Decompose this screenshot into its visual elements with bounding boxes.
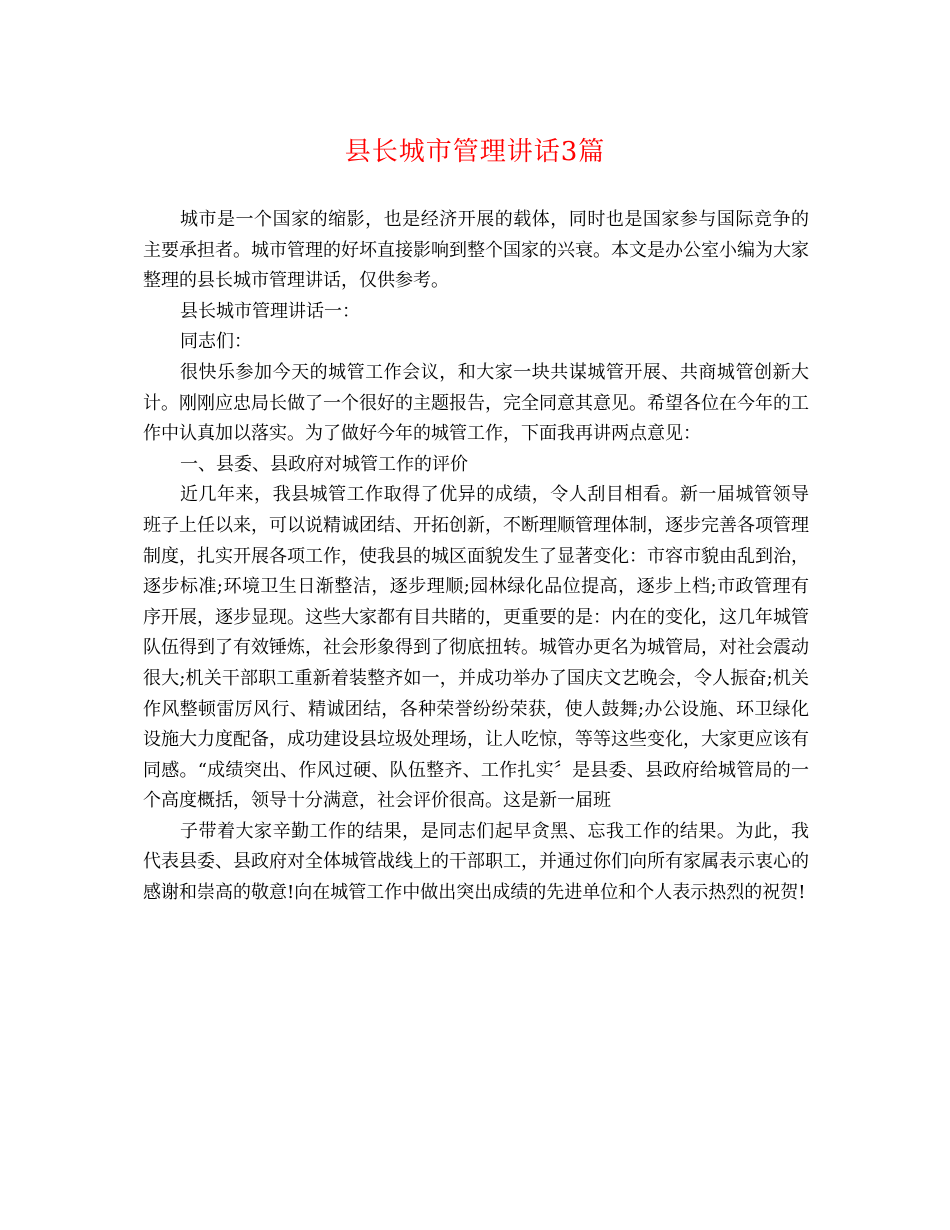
document-body [143, 205, 809, 909]
document-title: 县长城市管理讲话3篇 [344, 137, 606, 167]
paragraph-thanks: 子带着大家辛勤工作的结果，是同志们起早贪黑、忘我工作的结果。为此，我代表县委、县政府对全体城管战线上的干部职工，并通过你们向所有家属表示衷心的感谢和崇高的敬意!向在城管工作中做出突出成绩的先进单位和个人表示热烈的祝贺! [143, 820, 809, 904]
paragraph-speech-one-heading: 县长城市管理讲话一： [180, 300, 360, 322]
paragraph-achievements: 近几年来，我县城管工作取得了优异的成绩，令人刮目相看。新一届城管领导班子上任以来，可以说精诚团结、开拓创新，不断理顺管理体制，逐步完善各项管理制度，扎实开展各项工作，使我县的城区面貌发生了显著变化：市容市貌由乱到治，逐步标准;环境卫生日渐整洁，逐步理顺;园林绿化品位提高，逐步上档;市政管理有序开展，逐步显现。这些大家都有目共睹的，更重要的是：内在的变化，这几年城管队伍得到了有效锤炼，社会形象得到了彻底扭转。城管办更名为城管局，对社会震动很大;机关干部职工重新着装整齐如一，并成功举办了国庆文艺晚会，令人振奋;机关作风整顿雷厉风行、精诚团结，各种荣誉纷纷荣获，使人鼓舞;办公设施、环卫绿化设施大力度配备，成功建设县垃圾处理场，让人吃惊，等等这些变化，大家更应该有同感。“成绩突出、作风过硬、队伍整齐、工作扎实〞是县委、县政府给城管局的一个高度概括，领导十分满意，社会评价很高。这是新一届班 [143, 484, 810, 812]
paragraph-salutation: 同志们： [180, 331, 252, 353]
paragraph-opening: 很快乐参加今天的城管工作会议，和大家一块共谋城管开展、共商城管创新大计。刚刚应忠局长做了一个很好的主题报告，完全同意其意见。希望各位在今年的工作中认真加以落实。为了做好今年的城管工作，下面我再讲两点意见： [143, 361, 809, 445]
paragraph-intro: 城市是一个国家的缩影，也是经济开展的载体，同时也是国家参与国际竞争的主要承担者。城市管理的好坏直接影响到整个国家的兴衰。本文是办公室小编为大家整理的县长城市管理讲话，仅供参考。 [143, 209, 809, 292]
paragraph-section-one-heading: 一、县委、县政府对城管工作的评价 [180, 453, 468, 475]
